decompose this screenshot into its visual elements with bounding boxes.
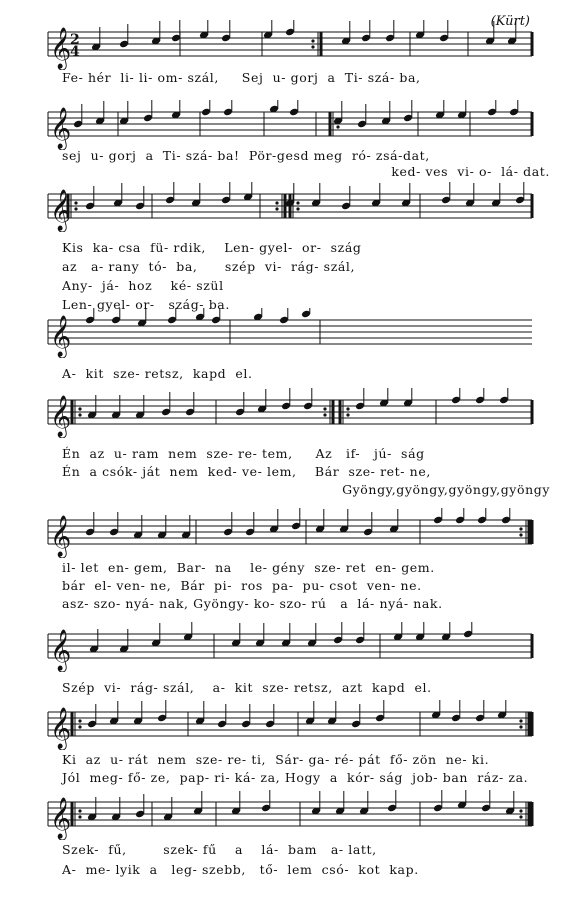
repeat-dot [323,413,326,416]
repeat-dot [311,45,314,48]
repeat-dot [346,413,349,416]
lyric-line: Ki az u- rát nem sze- re- ti, Sár- ga- ré- pát fő- zön ne- ki. [62,752,490,767]
repeat-dot [519,809,522,812]
lyric-line: asz- szo- nyá- nak, Gyöngy- ko- szo- rú a lá- nyá- nak. [62,596,443,611]
repeat-dot [519,815,522,818]
instrument-label: (Kürt) [490,14,530,29]
repeat-dot [296,201,299,204]
repeat-dot [519,527,522,530]
repeat-dot [275,207,278,210]
staff-1 [0,20,582,70]
lyric-line: Én az u- ram nem sze- re- tem, Az if- jú- ság [62,446,425,461]
lyric-line: az a- rany tó- ba, szép vi- rág- szál, [62,259,356,274]
repeat-dot [74,201,77,204]
lyric-line: Jól meg- fő- ze, pap- ri- ká- za, Hogy a kór- ság job- ban ráz- za. [62,770,529,785]
treble-clef: 𝄞 [50,28,72,69]
repeat-dot [78,413,81,416]
lyric-line: Szek- fű, szek- fű a lá- bam a- latt, [62,842,377,857]
treble-clef: 𝄞 [50,396,72,437]
time-signature-bottom: 4 [70,44,80,60]
staff-4 [0,308,582,358]
repeat-dot [78,407,81,410]
repeat-dot [78,815,81,818]
lyric-line: Kis ka- csa fü- rdik, Len- gyel- or- szág [62,240,362,255]
repeat-dot [519,725,522,728]
repeat-dot [74,207,77,210]
staff-8 [0,700,582,750]
repeat-dot [296,207,299,210]
staff-6 [0,508,582,558]
lyric-line: Any- já- hoz ké- szül [62,278,224,293]
staff-5 [0,388,582,438]
lyric-line: Én a csók- ját nem ked- ve- lem, Bár sze- ret- ne, [62,464,431,479]
staff-7 [0,622,582,672]
treble-clef: 𝄞 [50,108,72,149]
lyric-line: A- kit sze- retsz, kapd el. [62,366,253,381]
staff-3 [0,182,582,232]
lyric-line: Len- gyel- or- szág- ba. [62,297,230,312]
lyric-line: Fe- hér li- li- om- szál, Sej u- gorj a Ti- szá- ba, [62,70,421,85]
repeat-dot [275,201,278,204]
treble-clef: 𝄞 [50,630,72,671]
lyric-line: sej u- gorj a Ti- szá- ba! Pör-gesd meg ró- zsá-dat, [62,148,430,163]
repeat-dot [323,407,326,410]
repeat-dot [78,725,81,728]
lyric-line: A- me- lyik a leg- szebb, tő- lem csó- kot kap. [62,862,419,877]
treble-clef: 𝄞 [50,708,72,749]
repeat-dot [519,719,522,722]
lyric-line: bár el- ven- ne, Bár pi- ros pa- pu- csot ven- ne. [62,578,422,593]
treble-clef: 𝄞 [50,190,72,231]
repeat-dot [336,125,339,128]
staff-9 [0,790,582,840]
lyric-line: il- let en- gem, Bar- na le- gény sze- ret en- gem. [62,560,435,575]
lyric-line: Szép vi- rág- szál, a- kit sze- retsz, azt kapd el. [62,680,432,695]
lyric-line: Gyöngy,gyöngy,gyöngy,gyöngy [342,482,550,497]
staff-2 [0,100,582,150]
treble-clef: 𝄞 [50,798,72,839]
repeat-dot [346,407,349,410]
repeat-dot [78,719,81,722]
lyric-line: ked- ves vi- o- lá- dat. [391,164,550,179]
treble-clef: 𝄞 [50,316,72,357]
repeat-dot [78,809,81,812]
time-signature-top: 2 [70,32,80,48]
repeat-dot [519,533,522,536]
treble-clef: 𝄞 [50,516,72,557]
repeat-dot [311,39,314,42]
